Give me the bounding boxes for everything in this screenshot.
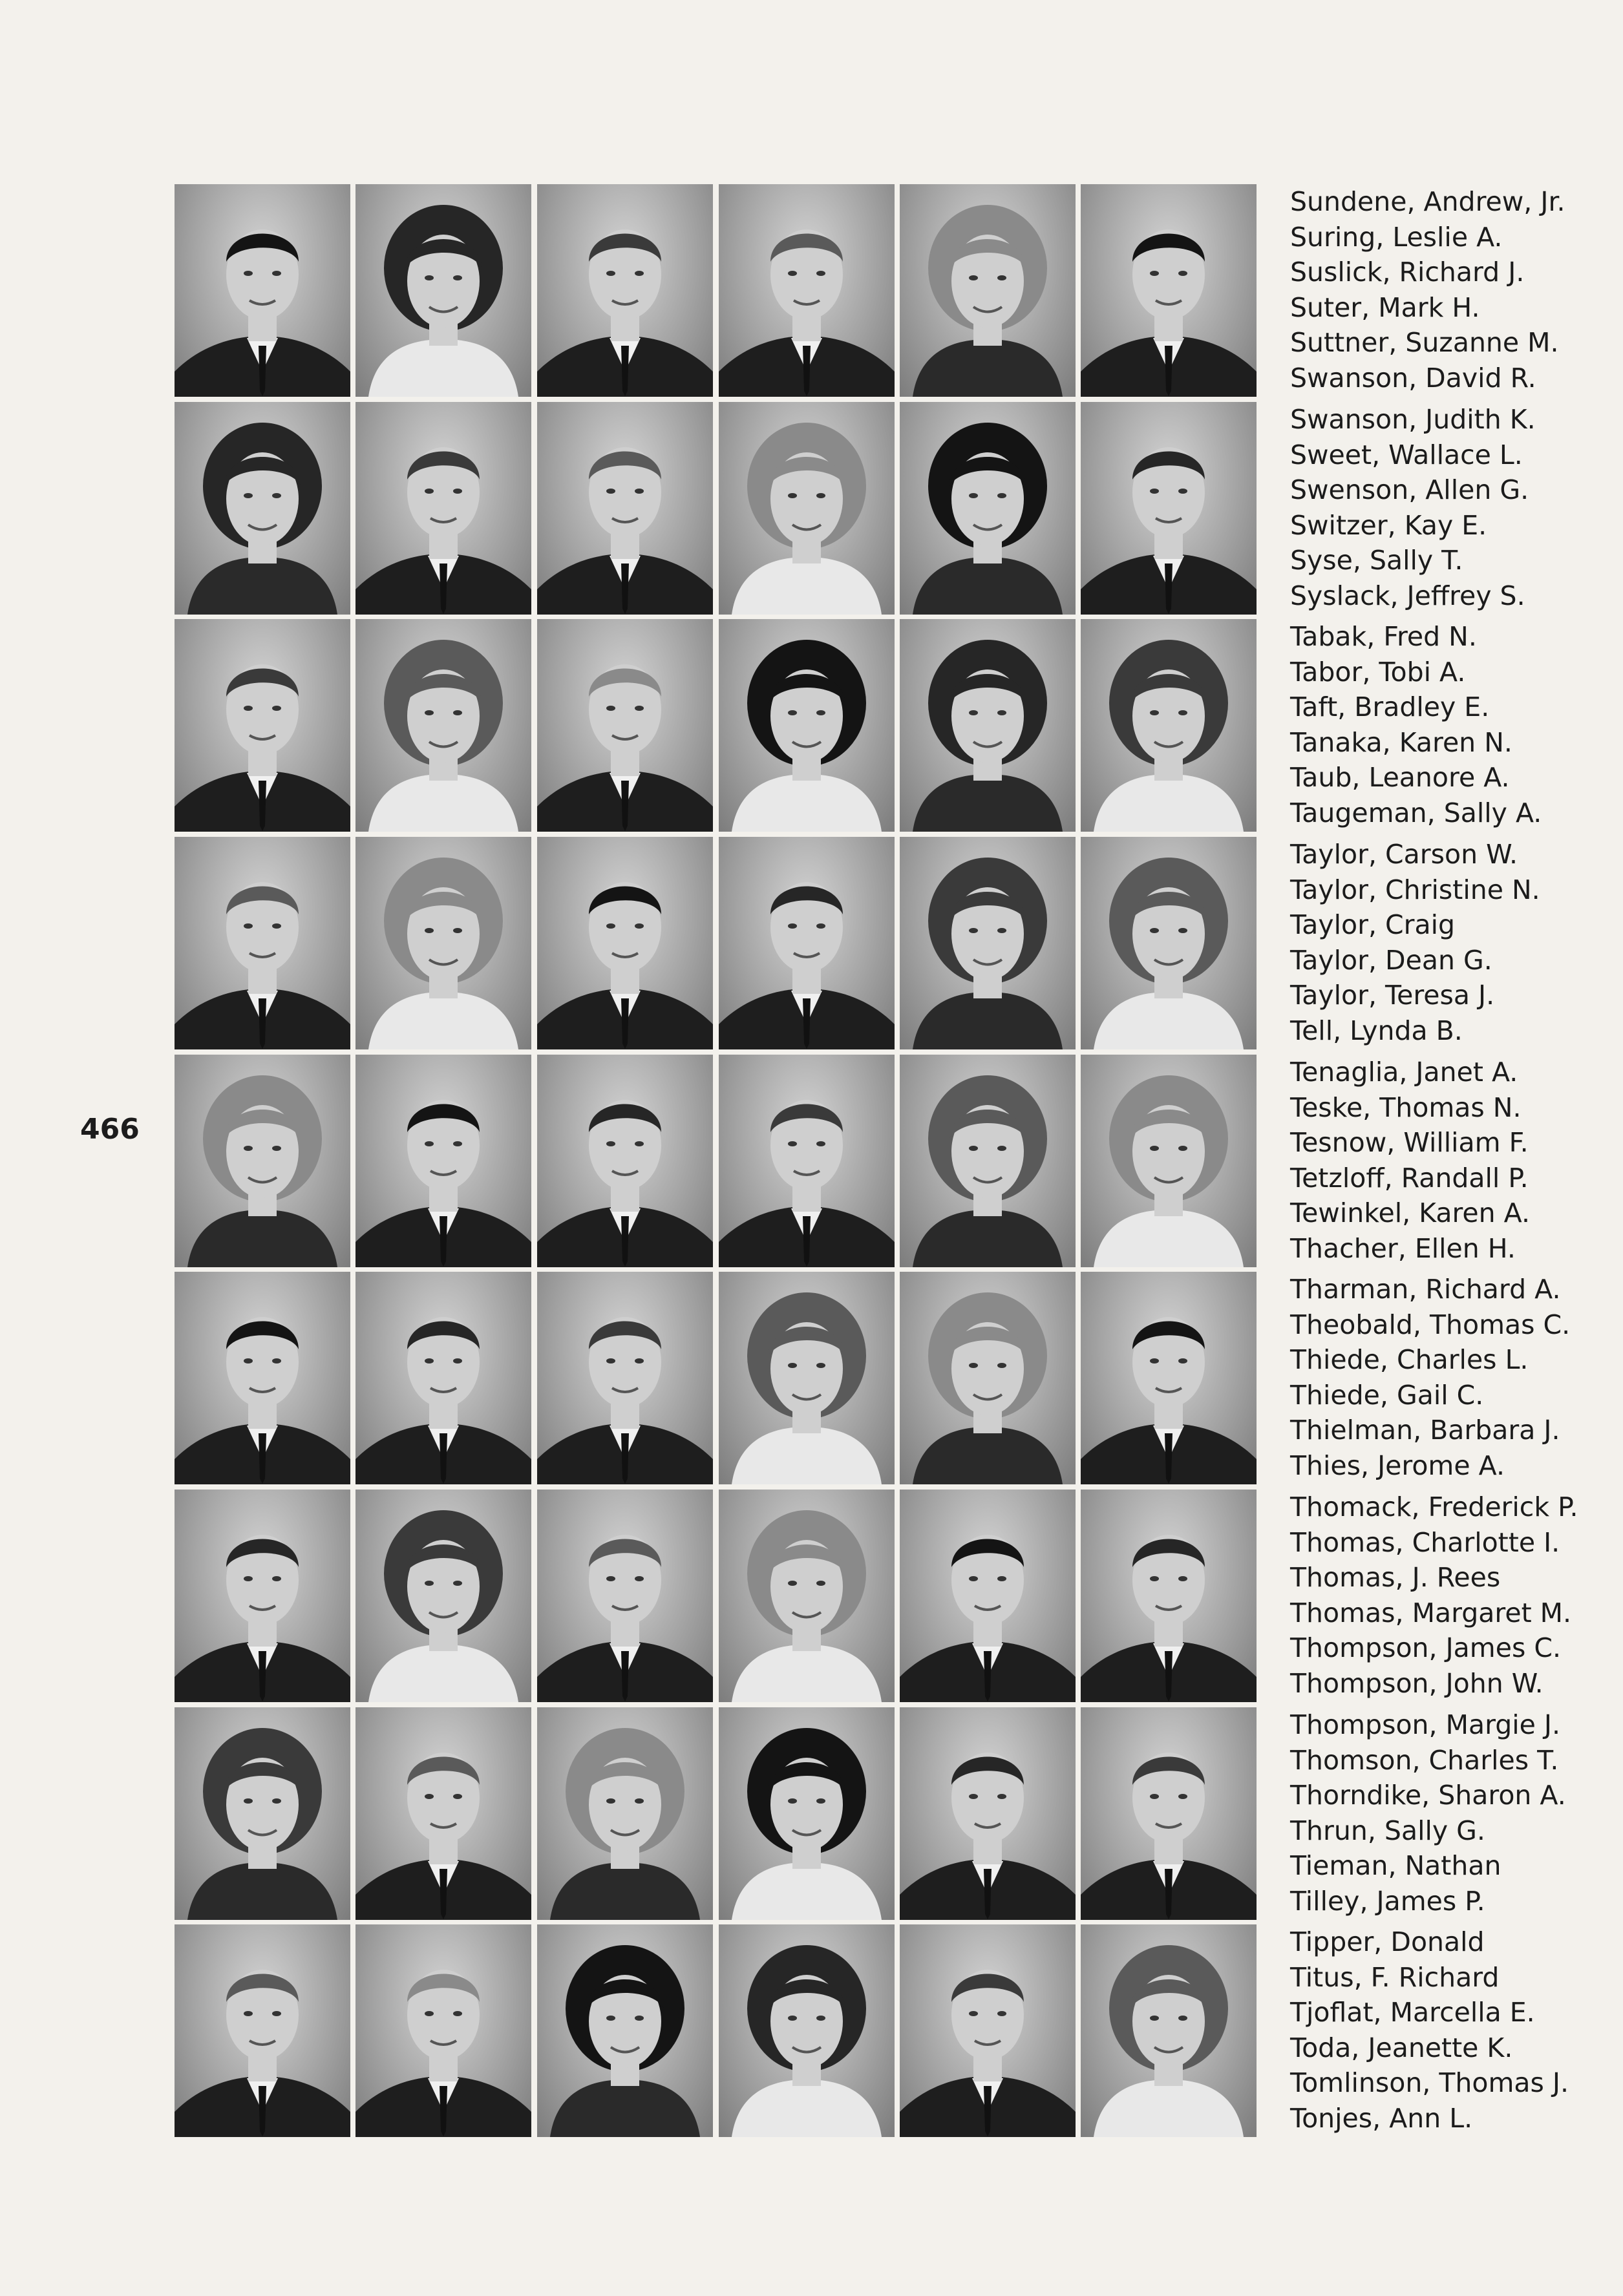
portrait-photo — [537, 1924, 713, 2137]
portrait-photo — [900, 1924, 1076, 2137]
student-name: Sweet, Wallace L. — [1290, 439, 1523, 470]
student-name: Thiede, Gail C. — [1290, 1379, 1484, 1411]
portrait-photo — [719, 1924, 895, 2137]
portrait-photo — [537, 184, 713, 397]
student-name: Taylor, Dean G. — [1290, 944, 1492, 976]
student-name: Thrun, Sally G. — [1290, 1815, 1485, 1846]
portrait-photo — [719, 1490, 895, 1702]
student-name: Thomack, Frederick P. — [1290, 1491, 1578, 1522]
portrait-photo — [900, 1055, 1076, 1267]
portrait-photo — [900, 837, 1076, 1049]
portrait-photo — [719, 619, 895, 832]
student-name: Switzer, Kay E. — [1290, 509, 1487, 541]
name-block — [1290, 1272, 1623, 1483]
student-name: Tell, Lynda B. — [1290, 1015, 1463, 1046]
student-name: Thomas, Charlotte I. — [1290, 1526, 1560, 1558]
portrait-photo — [537, 1055, 713, 1267]
student-name: Thompson, John W. — [1290, 1667, 1543, 1699]
student-name: Tewinkel, Karen A. — [1290, 1197, 1531, 1228]
student-name: Thies, Jerome A. — [1290, 1449, 1505, 1481]
name-block — [1290, 1707, 1623, 1919]
portrait-photo — [537, 402, 713, 615]
portrait-photo — [1081, 1707, 1257, 1920]
portrait-photo — [719, 1707, 895, 1920]
portrait-photo — [1081, 184, 1257, 397]
portrait-photo — [719, 402, 895, 615]
portrait-photo — [1081, 619, 1257, 832]
portrait-photo — [355, 1055, 531, 1267]
portrait-photo — [1081, 1924, 1257, 2137]
page-number: 466 — [80, 1113, 140, 1146]
student-name: Syse, Sally T. — [1290, 545, 1463, 576]
portrait-photo — [175, 1272, 350, 1484]
student-name: Taub, Leanore A. — [1290, 762, 1510, 793]
portrait-photo — [900, 619, 1076, 832]
portrait-photo — [175, 837, 350, 1049]
portrait-photo — [355, 184, 531, 397]
student-name: Taugeman, Sally A. — [1290, 797, 1542, 828]
portrait-photo — [355, 1272, 531, 1484]
student-name: Suter, Mark H. — [1290, 291, 1480, 323]
student-name: Suslick, Richard J. — [1290, 257, 1525, 288]
portrait-photo — [537, 619, 713, 832]
name-block — [1290, 1924, 1623, 2136]
student-name: Tanaka, Karen N. — [1290, 726, 1512, 758]
student-name: Tharman, Richard A. — [1290, 1274, 1561, 1305]
student-name: Teske, Thomas N. — [1290, 1091, 1522, 1123]
portrait-photo — [355, 837, 531, 1049]
student-name: Taylor, Teresa J. — [1290, 980, 1495, 1011]
portrait-photo — [900, 1490, 1076, 1702]
student-name: Tonjes, Ann L. — [1290, 2102, 1473, 2134]
portrait-photo — [175, 1707, 350, 1920]
student-name: Tieman, Nathan — [1290, 1850, 1501, 1881]
student-name: Tetzloff, Randall P. — [1290, 1162, 1529, 1194]
portrait-photo — [355, 1707, 531, 1920]
student-name: Swanson, Judith K. — [1290, 404, 1536, 435]
portrait-grid — [175, 184, 1260, 2139]
student-name: Taylor, Carson W. — [1290, 839, 1518, 870]
name-block — [1290, 837, 1623, 1048]
portrait-photo — [1081, 1055, 1257, 1267]
student-name: Suring, Leslie A. — [1290, 221, 1503, 253]
portrait-photo — [1081, 402, 1257, 615]
portrait-photo — [719, 1272, 895, 1484]
name-block — [1290, 402, 1623, 613]
portrait-photo — [355, 1490, 531, 1702]
portrait-photo — [900, 1272, 1076, 1484]
student-name: Thiede, Charles L. — [1290, 1344, 1529, 1375]
portrait-photo — [355, 402, 531, 615]
portrait-photo — [719, 184, 895, 397]
student-name: Tomlinson, Thomas J. — [1290, 2067, 1569, 2098]
student-name: Swanson, David R. — [1290, 362, 1536, 394]
student-name: Swenson, Allen G. — [1290, 474, 1529, 505]
student-name: Tabor, Tobi A. — [1290, 656, 1466, 688]
name-block — [1290, 1055, 1623, 1266]
student-name: Thompson, James C. — [1290, 1632, 1562, 1663]
student-name: Tjoflat, Marcella E. — [1290, 1997, 1535, 2028]
student-name: Suttner, Suzanne M. — [1290, 327, 1559, 358]
name-block — [1290, 1490, 1623, 1701]
portrait-photo — [175, 619, 350, 832]
student-name: Thomas, Margaret M. — [1290, 1597, 1572, 1628]
student-name: Thompson, Margie J. — [1290, 1709, 1561, 1740]
portrait-photo — [355, 1924, 531, 2137]
student-name: Tilley, James P. — [1290, 1885, 1485, 1917]
portrait-photo — [719, 1055, 895, 1267]
student-name: Taft, Bradley E. — [1290, 691, 1490, 722]
portrait-photo — [900, 402, 1076, 615]
portrait-photo — [1081, 1490, 1257, 1702]
portrait-photo — [900, 1707, 1076, 1920]
portrait-photo — [1081, 837, 1257, 1049]
student-name: Toda, Jeanette K. — [1290, 2032, 1513, 2063]
portrait-photo — [175, 184, 350, 397]
student-name: Thielman, Barbara J. — [1290, 1415, 1560, 1446]
portrait-photo — [537, 1490, 713, 1702]
student-name: Taylor, Christine N. — [1290, 874, 1540, 905]
student-name: Tipper, Donald — [1290, 1926, 1485, 1957]
student-name: Sundene, Andrew, Jr. — [1290, 186, 1565, 217]
name-block — [1290, 184, 1623, 395]
student-name: Thomson, Charles T. — [1290, 1744, 1559, 1776]
portrait-photo — [355, 619, 531, 832]
student-name: Syslack, Jeffrey S. — [1290, 580, 1525, 611]
student-name: Tabak, Fred N. — [1290, 621, 1477, 652]
portrait-photo — [537, 837, 713, 1049]
student-name: Thomas, J. Rees — [1290, 1562, 1501, 1593]
student-name: Thorndike, Sharon A. — [1290, 1780, 1566, 1811]
portrait-photo — [537, 1272, 713, 1484]
portrait-photo — [537, 1707, 713, 1920]
portrait-photo — [1081, 1272, 1257, 1484]
student-name: Tesnow, William F. — [1290, 1127, 1529, 1158]
student-name: Titus, F. Richard — [1290, 1961, 1500, 1993]
portrait-photo — [175, 402, 350, 615]
portrait-photo — [900, 184, 1076, 397]
name-block — [1290, 619, 1623, 830]
portrait-photo — [175, 1490, 350, 1702]
portrait-photo — [175, 1924, 350, 2137]
portrait-photo — [175, 1055, 350, 1267]
student-name: Taylor, Craig — [1290, 909, 1456, 940]
student-name: Thacher, Ellen H. — [1290, 1232, 1516, 1264]
portrait-photo — [719, 837, 895, 1049]
student-name: Tenaglia, Janet A. — [1290, 1057, 1518, 1088]
student-name: Theobald, Thomas C. — [1290, 1309, 1571, 1340]
